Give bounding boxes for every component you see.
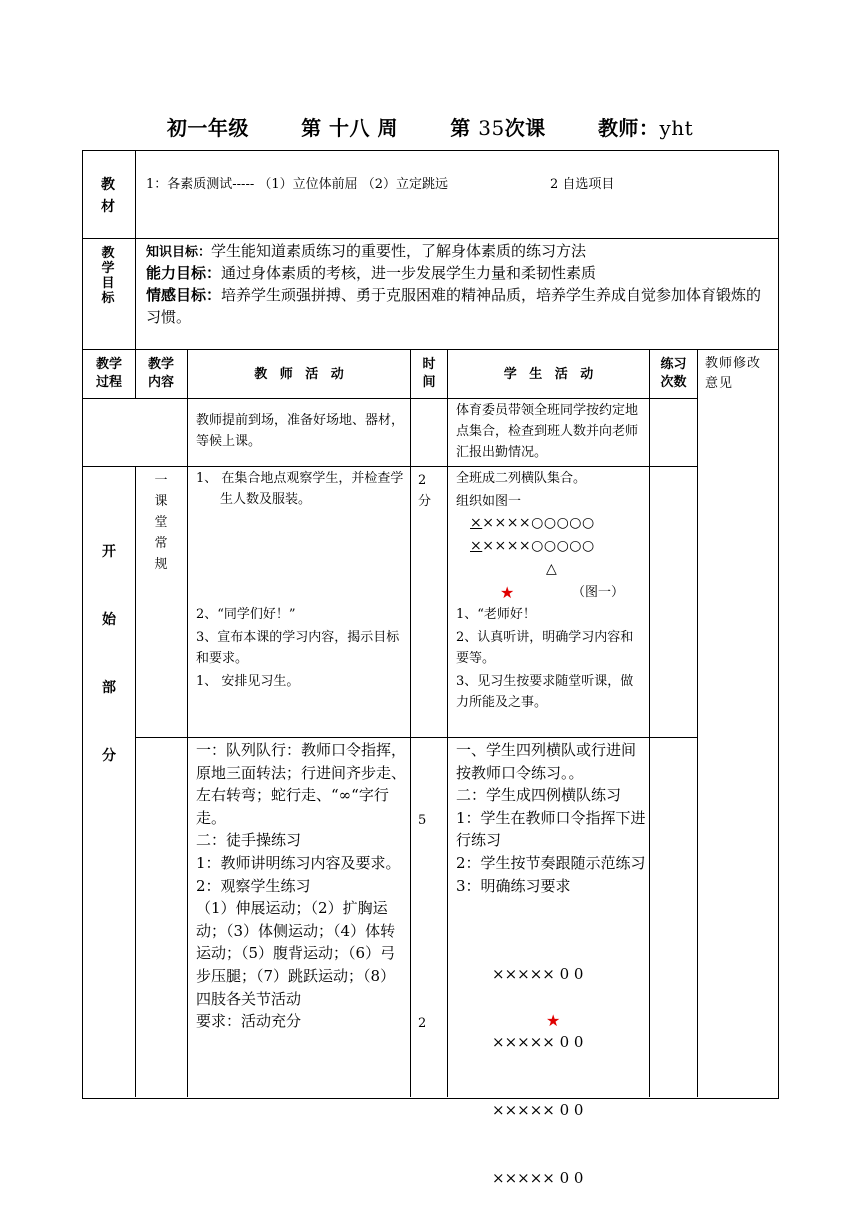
routine-time-unit: 分 — [418, 494, 432, 509]
material-text: 1：各素质测试----- （1）立位体前屈 （2）立定跳远 — [146, 177, 449, 192]
col-divider — [135, 466, 136, 1097]
teacher-label: 教师： — [597, 116, 660, 140]
content-routine-label — [151, 470, 171, 575]
routine-time-value: 2 — [418, 473, 427, 488]
teacher-name: yht — [659, 116, 694, 140]
header-line: 练习 — [660, 357, 687, 372]
warmup-time-2: 2 — [418, 1016, 427, 1031]
routine-student-2: 组织如图一 — [456, 494, 522, 509]
warmup-teacher-line: 2：观察学生练习 — [196, 876, 311, 895]
objectives-label — [98, 246, 118, 306]
week: 第 十八 周 — [301, 116, 399, 140]
warmup-teacher-line: 要求：活动充分 — [196, 1012, 302, 1031]
pre-teacher-activity: 教师提前到场，准备好场地、器材，等候上课。 — [196, 413, 405, 449]
formation-members: ××××○○○○○ — [482, 538, 595, 554]
label-char: 教 — [101, 246, 115, 261]
header-time — [411, 356, 447, 392]
warmup-student-line: 1：学生在教师口令指挥下进行练习 — [456, 808, 646, 850]
formation-line: ××××× 0 0 — [492, 965, 584, 984]
emotion-objective — [146, 284, 776, 328]
emotion-text: 培养学生顽强拼搏、勇于克服困难的精神品质，培养学生养成自觉参加体育锻炼的习惯。 — [146, 286, 762, 326]
material-label — [98, 174, 118, 218]
warmup-student-line: 2：学生按节奏跟随示范练习 — [456, 853, 646, 872]
phase-char: 部 — [102, 680, 116, 696]
content-char: 常 — [154, 536, 168, 551]
header-line: 教学 — [147, 357, 174, 372]
routine-student-1: 全班成二列横队集合。 — [456, 471, 587, 486]
ability-label: 能力目标： — [146, 264, 222, 282]
header-notes: 教师修改意见 — [705, 356, 762, 391]
emotion-label: 情感目标： — [146, 286, 222, 304]
warmup-teacher-line: 1：教师讲明练习内容及要求。 — [196, 853, 401, 872]
figure-label: （图一） — [572, 585, 625, 600]
header-reps — [650, 356, 697, 392]
pre-student-activity: 体育委员带领全班同学按约定地点集合，检查到班人数并向老师汇报出勤情况。 — [456, 403, 639, 460]
warmup-time-1: 5 — [418, 813, 427, 828]
label-char: 教 — [101, 177, 115, 193]
col-divider — [187, 349, 188, 1097]
formation-line: ××××× 0 0 — [492, 1168, 584, 1187]
routine-student-3: 1、“老师好！ — [456, 607, 536, 622]
warmup-formation — [492, 918, 583, 1212]
knowledge-label: 知识目标： — [146, 245, 212, 260]
triangle-icon: △ — [546, 561, 557, 577]
label-char: 材 — [101, 199, 115, 215]
col-divider — [135, 150, 136, 398]
header-line: 间 — [422, 375, 436, 390]
routine-teacher-3: 3、宣布本课的学习内容，揭示目标和要求。 — [196, 630, 400, 666]
row-divider — [82, 466, 697, 467]
row-divider — [136, 737, 697, 738]
routine-student-4: 2、认真听讲，明确学习内容和要等。 — [456, 630, 634, 666]
ability-text: 通过身体素质的考核，进一步发展学生力量和柔韧性素质 — [221, 264, 597, 282]
warmup-teacher-line: （1）伸展运动；（2）扩胸运动；（3）体侧运动；（4）体转运动；（5）腹背运动；（6）弓步压腿；（7）跳跃运动；（8）四肢各关节活动 — [196, 899, 396, 1008]
content-char: 堂 — [154, 515, 168, 530]
header-line: 教学 — [95, 357, 122, 372]
label-char: 目 — [101, 276, 115, 291]
header-teacher: 教 师 活 动 — [254, 367, 344, 382]
content-char: 课 — [154, 494, 168, 509]
warmup-student-line: 二：学生成四例横队练习 — [456, 786, 622, 805]
phase-start-label — [99, 518, 119, 790]
header-student: 学 生 活 动 — [503, 367, 594, 382]
header-line: 次数 — [660, 375, 687, 390]
lesson-suffix: 次课 — [504, 116, 546, 140]
knowledge-text: 学生能知道素质练习的重要性，了解身体素质的练习方法 — [211, 242, 587, 260]
header-line: 内容 — [147, 375, 174, 390]
formation-line: ××××× 0 0 — [492, 1032, 584, 1051]
warmup-student-text — [456, 739, 646, 897]
col-divider — [410, 349, 411, 1097]
lesson-number: 35 — [478, 116, 505, 140]
warmup-teacher-text — [196, 739, 406, 1033]
content-char: 规 — [154, 557, 168, 572]
formation-members: ××××○○○○○ — [482, 515, 595, 531]
phase-char: 始 — [102, 612, 116, 628]
row-divider — [82, 398, 697, 399]
formation-leader: × — [470, 538, 483, 554]
formation-line: ××××× 0 0 — [492, 1100, 584, 1119]
warmup-student-line: 3：明确练习要求 — [456, 876, 571, 895]
formation-row-1 — [470, 513, 595, 534]
row-divider — [82, 238, 778, 239]
star-icon: ★ — [500, 583, 515, 602]
phase-char: 分 — [102, 748, 116, 764]
header-content — [138, 356, 184, 392]
routine-student-5: 3、见习生按要求随堂听课，做力所能及之事。 — [456, 674, 634, 710]
grade: 初一年级 — [166, 116, 249, 140]
ability-objective — [146, 262, 776, 284]
col-divider — [649, 349, 650, 1097]
warmup-teacher-line: 一：队列队行：教师口令指挥，原地三面转法；行进间齐步走、左右转弯；蛇行走、“∞“字行走。 — [196, 741, 407, 827]
header-process — [86, 356, 132, 392]
formation-row-2 — [470, 536, 595, 557]
warmup-student-line: 一、学生四列横队或行进间按教师口令练习。。 — [456, 741, 637, 782]
label-char: 标 — [101, 291, 115, 306]
header-line: 过程 — [95, 375, 122, 390]
routine-teacher-4: 1、 安排见习生。 — [196, 674, 300, 689]
warmup-teacher-line: 二：徒手操练习 — [196, 831, 302, 850]
col-divider — [447, 349, 448, 1097]
routine-teacher-1: 1、 在集合地点观察学生，并检查学生人数及服装。 — [196, 471, 404, 507]
phase-char: 开 — [102, 544, 116, 560]
formation-leader: × — [470, 515, 483, 531]
material-extra: 2 自选项目 — [550, 177, 615, 192]
lesson-prefix: 第 — [450, 116, 471, 140]
page-title — [0, 112, 860, 141]
col-divider — [697, 349, 698, 1097]
label-char: 学 — [101, 261, 115, 276]
routine-teacher-2: 2、“同学们好！” — [196, 607, 296, 622]
content-char: 一 — [154, 473, 168, 488]
knowledge-objective — [146, 240, 776, 264]
header-line: 时 — [422, 357, 436, 372]
warmup-star-icon: ★ — [546, 1011, 561, 1030]
